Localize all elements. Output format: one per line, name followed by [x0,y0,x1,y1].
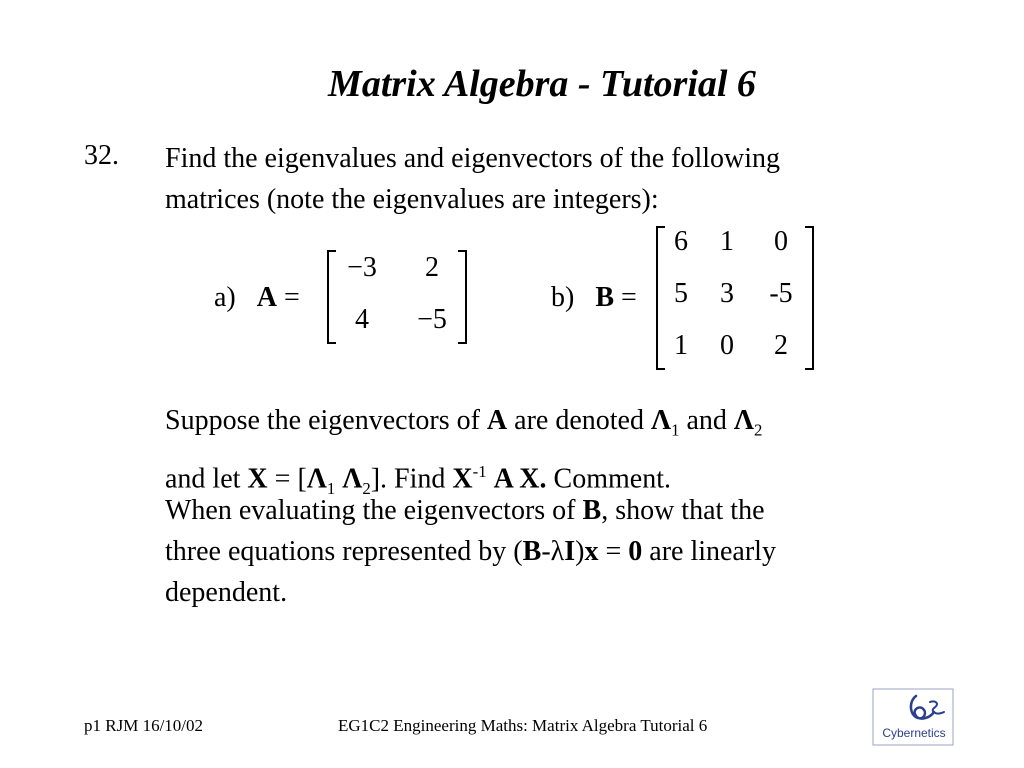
question-line-1: Find the eigenvalues and eigenvectors of the following [165,143,781,174]
zero-vector: 0 [628,536,643,567]
logo-text: Cybernetics [882,726,946,740]
matrix-b-cell: 3 [720,278,734,309]
superscript: -1 [472,461,487,481]
text-run: and [679,405,734,436]
matrix-b-cell: -5 [769,278,793,309]
text-run: are linearly [642,536,776,567]
lambda-symbol: Λ [650,405,672,436]
matrix-x-ref: X [452,462,473,494]
matrix-b-cell: 6 [674,226,688,257]
matrix-b-cell: 1 [674,330,688,361]
text-run: are denoted [507,405,651,436]
text-run: ) [575,536,585,567]
identity-ref: I [564,536,576,567]
text-run: When evaluating the eigenvectors of [165,495,583,526]
lambda-symbol: Λ [306,462,327,494]
matrix-b [656,226,814,370]
matrix-b-ref: B [522,536,542,567]
question-line-2: matrices (note the eigenvalues are integers): [165,184,659,215]
text-run: Comment. [546,462,671,494]
text-run: = [ [267,462,307,494]
matrix-b-equals: = [621,282,637,313]
question-intro [165,138,925,220]
text-run: dependent. [165,577,288,608]
text-run: , show that the [601,495,765,526]
cybernetics-logo [872,688,956,748]
matrix-a-cell: −5 [417,304,447,335]
matrix-a-part: a) [214,282,236,313]
matrix-a-name: A [256,282,277,313]
matrix-a-equals: = [284,282,300,313]
lambda-symbol: Λ [342,462,363,494]
matrix-a [327,250,467,344]
matrix-a-cell: 2 [425,252,439,283]
lambda-symbol: λ [550,536,565,567]
matrix-b-ref: B [582,495,602,526]
matrix-b-name: B [595,282,615,313]
matrix-a-ref: A [486,405,508,436]
lambda-symbol: Λ [733,405,754,436]
page-title: Matrix Algebra - Tutorial 6 [328,63,756,105]
matrix-b-cell: 1 [720,226,734,257]
matrix-b-cell: 0 [774,226,788,257]
subscript: 1 [671,420,680,440]
matrix-a-label [214,282,300,314]
text-run: ]. Find [370,462,453,494]
matrix-a-right-bracket [458,250,467,344]
footer-center: EG1C2 Engineering Maths: Matrix Algebra Tutorial 6 [338,716,708,735]
matrix-b-cell: 0 [720,330,734,361]
matrix-a-cell: 4 [355,304,369,335]
matrix-b-cell: 2 [774,330,788,361]
matrix-b-label [551,282,637,314]
dependence-paragraph [165,490,925,613]
vector-x-ref: x [584,536,599,567]
text-run: and let [165,462,248,494]
expression: A X. [493,462,547,494]
matrix-b-right-bracket [805,226,814,370]
matrix-a-left-bracket [327,250,336,344]
footer-left: p1 RJM 16/10/02 [84,716,204,735]
text-run: three equations represented by ( [165,536,523,567]
subscript: 2 [753,420,763,440]
matrix-x-ref: X [247,462,268,494]
subscript: 2 [362,478,371,498]
matrix-b-cell: 5 [674,278,688,309]
subscript: 1 [326,478,336,498]
text-run: = [598,536,629,567]
text-run: - [541,536,551,567]
question-number: 32. [84,140,119,171]
matrix-b-part: b) [551,282,575,313]
text-run: Suppose the eigenvectors of [165,405,487,436]
matrix-a-cell: −3 [347,252,377,283]
